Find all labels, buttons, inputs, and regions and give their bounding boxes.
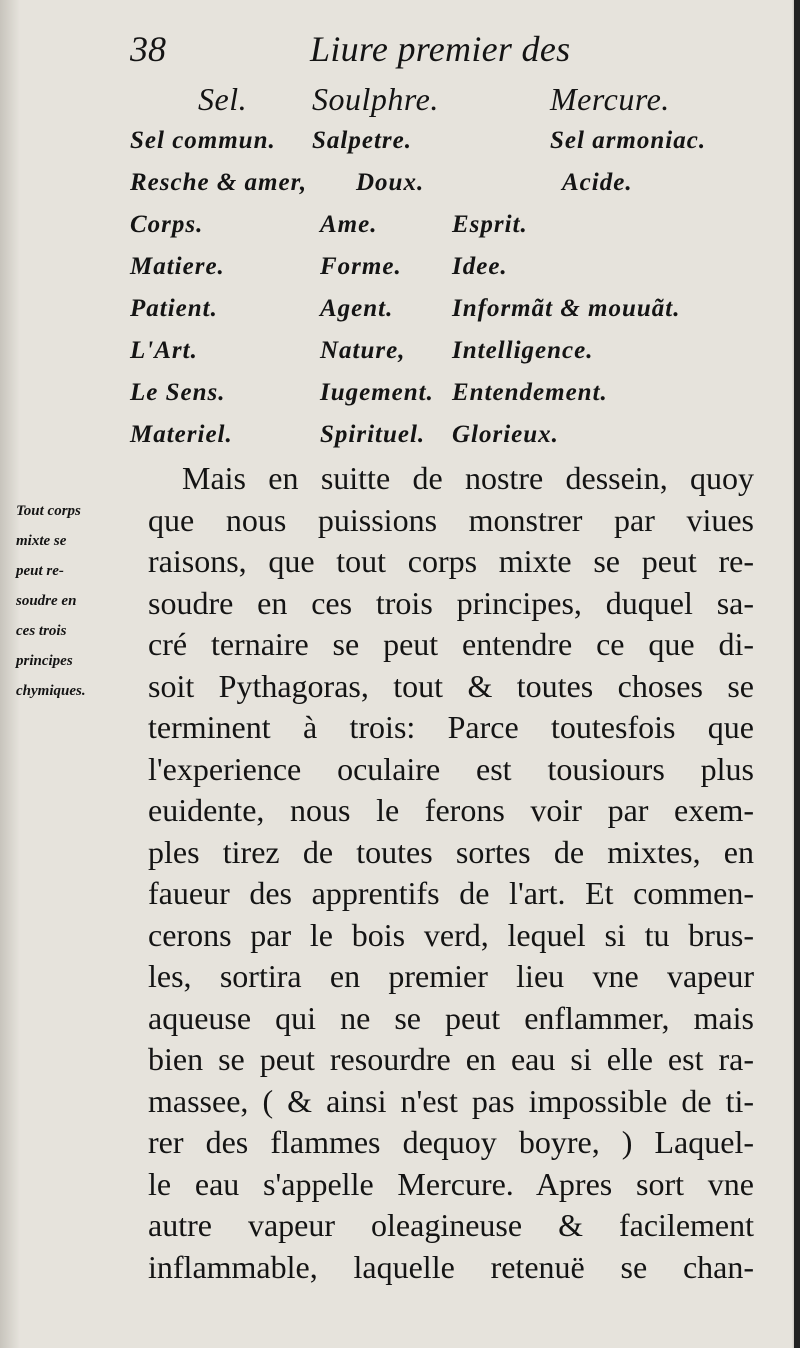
table-cell: Materiel. — [130, 421, 233, 448]
table-cell: Idee. — [452, 253, 508, 280]
margin-note-line: peut re- — [16, 563, 64, 579]
text-line: soit Pythagoras, tout & toutes choses se — [148, 667, 754, 704]
page-edge-shadow — [794, 0, 800, 1348]
table-row — [130, 162, 750, 204]
table-cell: Ame. — [320, 211, 378, 238]
column-head-sel: Sel. — [198, 81, 248, 117]
table-cell: Nature, — [320, 337, 406, 364]
table-cell: Acide. — [562, 169, 633, 196]
text-line: aqueuse qui ne se peut enflammer, mais — [148, 999, 754, 1036]
table-cell: Spirituel. — [320, 421, 426, 448]
table-cell: Glorieux. — [452, 421, 559, 448]
margin-note — [16, 496, 136, 706]
margin-note-line: soudre en — [16, 593, 77, 609]
margin-note-line: principes — [16, 653, 73, 669]
table-cell: Le Sens. — [130, 379, 226, 406]
text-line: l'experience oculaire est tousiours plus — [148, 750, 754, 787]
table-cell: Entendement. — [452, 379, 608, 406]
table-row — [130, 372, 750, 414]
text-line: Mais en suitte de nostre dessein, quoy — [182, 460, 754, 496]
text-line: soudre en ces trois principes, duquel sa- — [148, 584, 754, 621]
table-cell: Doux. — [356, 169, 425, 196]
column-head-soulphre: Soulphre. — [312, 81, 439, 117]
text-line: les, sortira en premier lieu vne vapeur — [148, 958, 754, 994]
table-row — [130, 414, 750, 456]
table-header-row — [130, 78, 750, 120]
text-line: massee, ( & ainsi n'est pas impossible de ti- — [148, 1082, 754, 1119]
margin-note-line: mixte se — [16, 533, 67, 549]
table-row — [130, 246, 750, 288]
body-paragraph — [148, 458, 754, 1288]
table-cell: Intelligence. — [452, 337, 594, 364]
column-head-mercure: Mercure. — [550, 81, 670, 117]
text-line: raisons, que tout corps mixte se peut re- — [148, 543, 754, 579]
table-row — [130, 120, 750, 162]
table-cell: Salpetre. — [312, 127, 412, 154]
table-cell: Patient. — [130, 295, 218, 322]
table-cell: Forme. — [320, 253, 402, 280]
table-cell: Resche & amer, — [130, 169, 308, 196]
text-line: euidente, nous le ferons voir par exem- — [148, 792, 754, 828]
page-number: 38 — [130, 29, 166, 69]
table-cell: Sel commun. — [130, 127, 276, 154]
table-cell: L'Art. — [130, 337, 198, 364]
table-cell: Informãt & mouuãt. — [452, 295, 681, 322]
page-header — [130, 28, 730, 74]
text-line: cerons par le bois verd, lequel si tu brus- — [148, 916, 754, 953]
running-head: Liure premier des — [310, 29, 571, 69]
correspondence-table — [130, 78, 750, 456]
margin-note-line: Tout corps — [16, 503, 81, 519]
table-row — [130, 288, 750, 330]
text-line: que nous puissions monstrer par viues — [148, 501, 754, 538]
table-row — [130, 204, 750, 246]
text-line: terminent à trois: Parce toutesfois que — [148, 709, 754, 745]
table-cell: Matiere. — [130, 253, 225, 280]
text-line: rer des flammes dequoy boyre, ) Laquel- — [148, 1124, 754, 1160]
table-cell: Sel armoniac. — [550, 127, 707, 154]
text-line: inflammable, laquelle retenuë se chan- — [148, 1248, 754, 1285]
text-line: faueur des apprentifs de l'art. Et commen- — [148, 875, 754, 911]
table-cell: Esprit. — [452, 211, 528, 238]
text-line: autre vapeur oleagineuse & facilement — [148, 1207, 754, 1243]
table-cell: Corps. — [130, 211, 204, 238]
table-cell: Agent. — [320, 295, 394, 322]
table-cell: Iugement. — [320, 379, 434, 406]
text-line: le eau s'appelle Mercure. Apres sort vne — [148, 1165, 754, 1202]
margin-note-line: chymiques. — [16, 683, 86, 699]
text-line: ples tirez de toutes sortes de mixtes, en — [148, 833, 754, 870]
margin-note-line: ces trois — [16, 623, 67, 639]
text-line: cré ternaire se peut entendre ce que di- — [148, 626, 754, 662]
table-row — [130, 330, 750, 372]
text-line: bien se peut resourdre en eau si elle est ra- — [148, 1041, 754, 1077]
